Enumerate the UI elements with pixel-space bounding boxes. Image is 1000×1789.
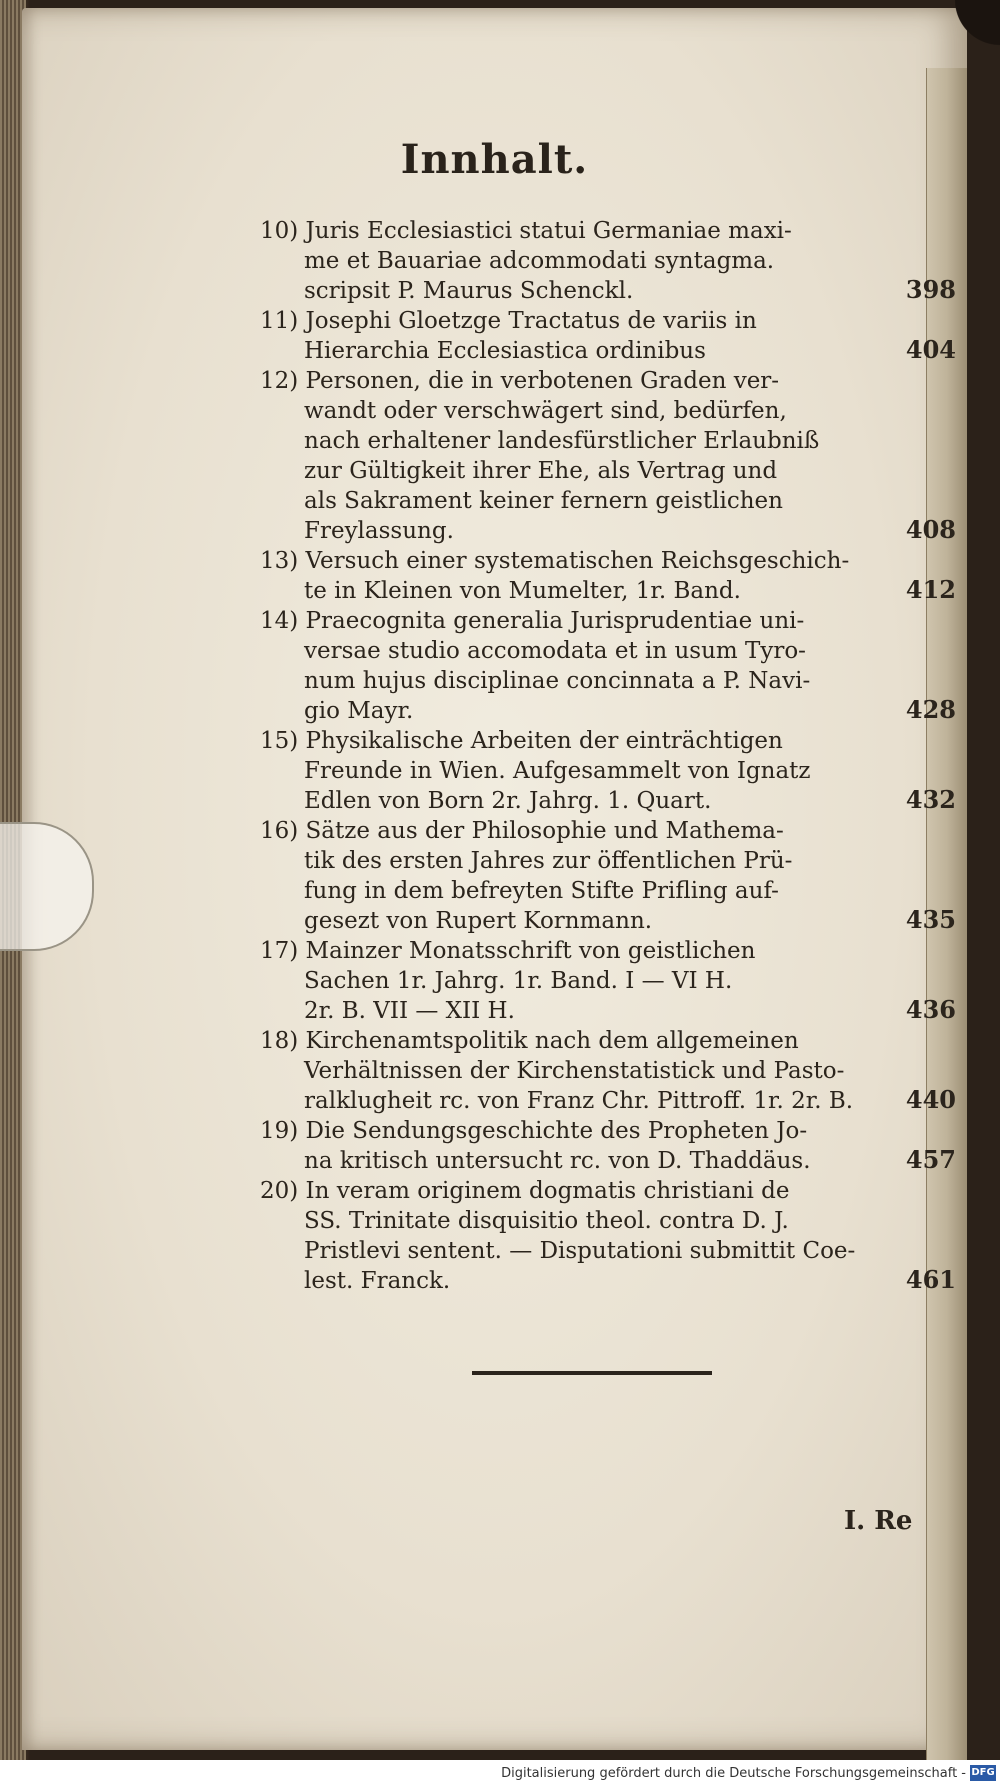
- toc-entry-title-line: 18) Kirchenamtspolitik nach dem allgemeinen: [260, 1028, 799, 1054]
- toc-page-number: 435: [905, 905, 956, 934]
- toc-entry-continuation-line: Edlen von Born 2r. Jahrg. 1. Quart.: [304, 788, 712, 814]
- toc-page-number: 461: [905, 1265, 956, 1294]
- toc-entry-continuation-line: versae studio accomodata et in usum Tyro-: [304, 638, 806, 664]
- toc-entry: [260, 1116, 956, 1176]
- toc-page-number: 398: [905, 275, 956, 304]
- toc-entry-continuation-line: fung in dem befreyten Stifte Prifling auf-: [304, 878, 779, 904]
- toc-entry-continuation-line: me et Bauariae adcommodati syntagma.: [304, 248, 775, 274]
- toc-entry-title-line: 11) Josephi Gloetzge Tractatus de variis in: [260, 308, 757, 334]
- toc-entry: [260, 1176, 956, 1296]
- toc-entry-continuation-line: num hujus disciplinae concinnata a P. Navi-: [304, 668, 811, 694]
- toc-page-number: 408: [905, 515, 956, 544]
- toc-entry-continuation-line: gesezt von Rupert Kornmann.: [304, 908, 653, 934]
- digitization-credit: Digitalisierung gefördert durch die Deutsche Forschungsgemeinschaft -: [501, 1766, 966, 1781]
- toc-entry-title-line: 17) Mainzer Monatsschrift von geistlichen: [260, 938, 756, 964]
- toc-entry-title-line: 15) Physikalische Arbeiten der einträchtigen: [260, 728, 783, 754]
- toc-entry: [260, 546, 956, 606]
- toc-page-number: 428: [905, 695, 956, 724]
- toc-entry-title-line: 16) Sätze aus der Philosophie und Mathema-: [260, 818, 784, 844]
- end-rule-divider: [472, 1371, 712, 1375]
- toc-entry-continuation-line: Freylassung.: [304, 518, 454, 544]
- toc-page-number: 412: [905, 575, 956, 604]
- toc-entry: [260, 366, 956, 546]
- toc-entry-title-line: 13) Versuch einer systematischen Reichsgeschich-: [260, 548, 850, 574]
- toc-entry-title-line: 10) Juris Ecclesiastici statui Germaniae maxi-: [260, 218, 792, 244]
- toc-entry-continuation-line: ralklugheit rc. von Franz Chr. Pittroff. 1r. 2r. B.: [304, 1088, 854, 1114]
- table-of-contents: [260, 216, 956, 1296]
- toc-entry-title-line: 19) Die Sendungsgeschichte des Propheten Jo-: [260, 1118, 808, 1144]
- catchword: I. Re: [844, 1506, 913, 1536]
- toc-page-number: 432: [905, 785, 956, 814]
- toc-entry-continuation-line: scripsit P. Maurus Schenckl.: [304, 278, 634, 304]
- toc-entry-continuation-line: SS. Trinitate disquisitio theol. contra D. J.: [304, 1208, 789, 1234]
- toc-page-number: 404: [905, 335, 956, 364]
- toc-entry: [260, 216, 956, 306]
- toc-entry-continuation-line: Verhältnissen der Kirchenstatistick und Pasto-: [304, 1058, 845, 1084]
- toc-entry-continuation-line: Sachen 1r. Jahrg. 1r. Band. I — VI H.: [304, 968, 733, 994]
- toc-entry-continuation-line: als Sakrament keiner fernern geistlichen: [304, 488, 783, 514]
- book-page: [22, 8, 967, 1750]
- toc-entry-continuation-line: Pristlevi sentent. — Disputationi submittit Coe-: [304, 1238, 856, 1264]
- page-heading: Innhalt.: [400, 136, 589, 183]
- book-corner-shadow: [950, 0, 1000, 55]
- toc-entry-continuation-line: te in Kleinen von Mumelter, 1r. Band.: [304, 578, 741, 604]
- toc-page-number: 440: [905, 1085, 956, 1114]
- toc-entry-continuation-line: wandt oder verschwägert sind, bedürfen,: [304, 398, 787, 424]
- toc-entry-continuation-line: nach erhaltener landesfürstlicher Erlaubniß: [304, 428, 820, 454]
- toc-page-number: 436: [905, 995, 956, 1024]
- toc-entry: [260, 1026, 956, 1116]
- toc-entry: [260, 606, 956, 726]
- toc-entry-continuation-line: na kritisch untersucht rc. von D. Thaddäus.: [304, 1148, 811, 1174]
- toc-entry-continuation-line: Hierarchia Ecclesiastica ordinibus: [304, 338, 706, 364]
- toc-entry-continuation-line: gio Mayr.: [304, 698, 414, 724]
- toc-entry-continuation-line: lest. Franck.: [304, 1268, 451, 1294]
- toc-entry-continuation-line: Freunde in Wien. Aufgesammelt von Ignatz: [304, 758, 811, 784]
- toc-entry: [260, 726, 956, 816]
- toc-entry-continuation-line: zur Gültigkeit ihrer Ehe, als Vertrag und: [304, 458, 778, 484]
- toc-entry: [260, 306, 956, 366]
- toc-entry-continuation-line: 2r. B. VII — XII H.: [304, 998, 515, 1024]
- toc-entry-title-line: 12) Personen, die in verbotenen Graden ver-: [260, 368, 780, 394]
- toc-page-number: 457: [905, 1145, 956, 1174]
- toc-entry-title-line: 20) In veram originem dogmatis christiani de: [260, 1178, 790, 1204]
- toc-entry: [260, 936, 956, 1026]
- dfg-logo: DFG: [970, 1765, 996, 1781]
- toc-entry-continuation-line: tik des ersten Jahres zur öffentlichen Prü-: [304, 848, 793, 874]
- toc-entry: [260, 816, 956, 936]
- toc-entry-title-line: 14) Praecognita generalia Jurisprudentiae uni-: [260, 608, 805, 634]
